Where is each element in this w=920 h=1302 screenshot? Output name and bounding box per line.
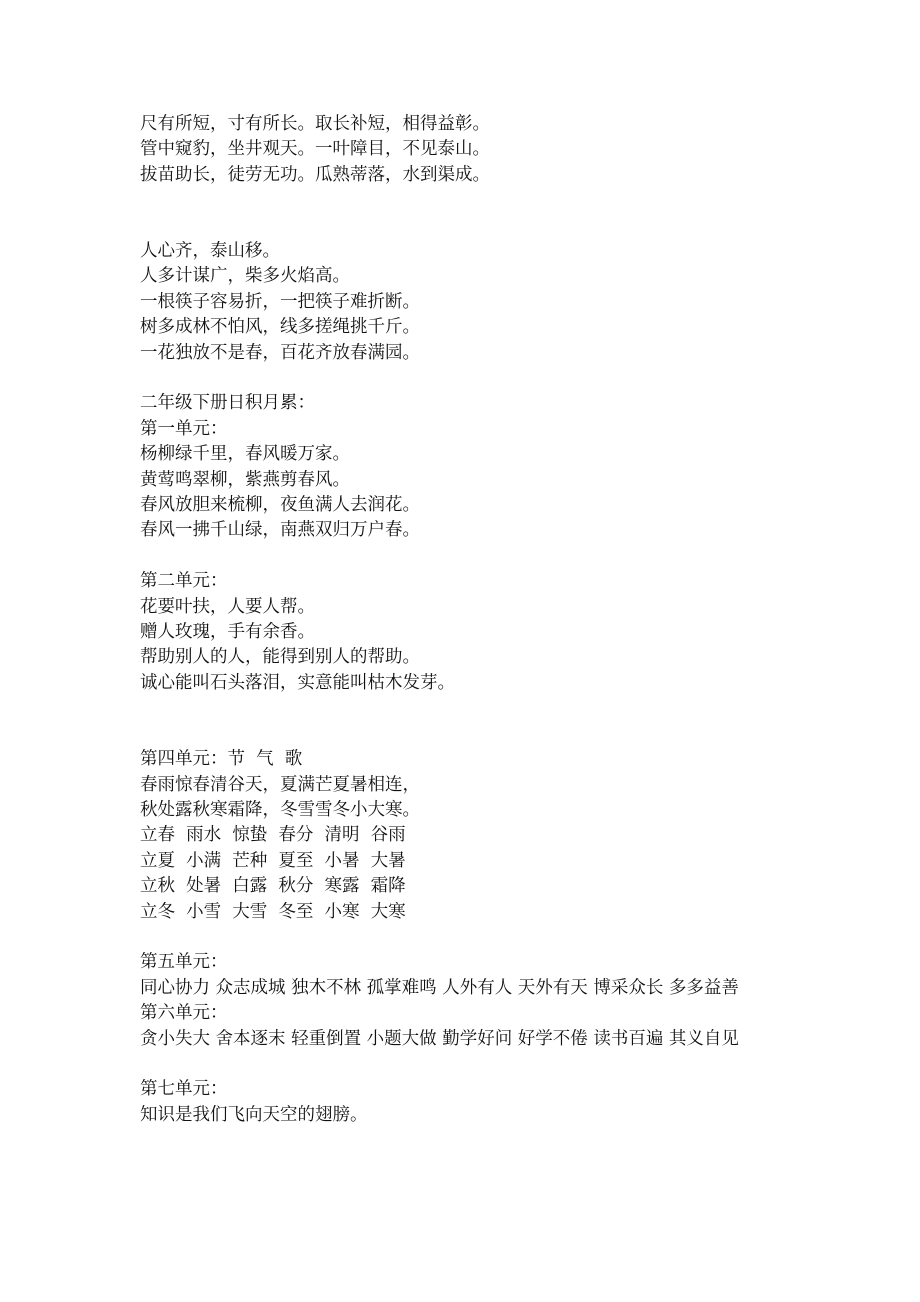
text-line: 拔苗助长，徒劳无功。瓜熟蒂落，水到渠成。 <box>140 164 490 185</box>
text-line: 黄莺鸣翠柳，紫燕剪春风。 <box>140 469 350 490</box>
idiom-list: 同心协力 众志成城 独木不林 孤掌难鸣 人外有人 天外有天 博采众长 多多益善 <box>140 977 739 998</box>
unit-heading: 第六单元： <box>140 1003 228 1024</box>
text-line: 帮助别人的人，能得到别人的帮助。 <box>140 647 420 668</box>
text-line: 花要叶扶，人要人帮。 <box>140 596 315 617</box>
unit-heading: 第一单元： <box>140 418 228 439</box>
grade-title: 二年级下册日积月累： <box>140 393 315 414</box>
solar-terms-row: 立夏 小满 芒种 夏至 小暑 大暑 <box>140 850 406 871</box>
text-line: 春风放胆来梳柳，夜鱼满人去润花。 <box>140 495 420 516</box>
text-line: 一花独放不是春，百花齐放春满园。 <box>140 342 420 363</box>
solar-terms-row: 立春 雨水 惊蛰 春分 清明 谷雨 <box>140 825 406 846</box>
text-line: 秋处露秋寒霜降，冬雪雪冬小大寒。 <box>140 799 420 820</box>
unit-7-section <box>140 1077 800 1128</box>
text-line: 管中窥豹，坐井观天。一叶障目，不见泰山。 <box>140 139 490 160</box>
text-line: 诚心能叫石头落泪，实意能叫枯木发芽。 <box>140 672 455 693</box>
spacer <box>140 925 800 950</box>
text-line: 春风一拂千山绿，南燕双归万户春。 <box>140 520 420 541</box>
spacer <box>140 1052 800 1077</box>
text-line: 树多成林不怕风，线多搓绳挑千斤。 <box>140 317 420 338</box>
text-line: 知识是我们飞向天空的翅膀。 <box>140 1104 368 1125</box>
spacer <box>140 188 800 239</box>
text-line: 杨柳绿千里，春风暖万家。 <box>140 444 350 465</box>
unit-heading: 第四单元：节 气 歌 <box>140 749 303 770</box>
unit-2-section <box>140 569 800 696</box>
unit-4-section <box>140 747 800 925</box>
text-line: 一根筷子容易折，一把筷子难折断。 <box>140 291 420 312</box>
spacer <box>140 696 800 747</box>
unit-6-section <box>140 1001 800 1052</box>
unit-5-section <box>140 950 800 1001</box>
text-line: 人多计谋广，柴多火焰高。 <box>140 266 350 287</box>
idiom-list: 贪小失大 舍本逐末 轻重倒置 小题大做 勤学好问 好学不倦 读书百遍 其义自见 <box>140 1028 739 1049</box>
text-line: 尺有所短，寸有所长。取长补短，相得益彰。 <box>140 114 490 134</box>
spacer <box>140 366 800 391</box>
unit-1-section <box>140 417 800 544</box>
document-page <box>140 112 800 1128</box>
unit-heading: 第七单元： <box>140 1079 228 1100</box>
solar-terms-row: 立秋 处暑 白露 秋分 寒露 霜降 <box>140 876 406 897</box>
idiom-block-1 <box>140 112 800 188</box>
text-line: 赠人玫瑰，手有余香。 <box>140 622 315 643</box>
text-line: 春雨惊春清谷天，夏满芒夏暑相连， <box>140 774 420 795</box>
proverb-block-2 <box>140 239 800 366</box>
spacer <box>140 544 800 569</box>
text-line: 人心齐，泰山移。 <box>140 241 280 262</box>
unit-heading: 第五单元： <box>140 952 228 973</box>
unit-heading: 第二单元： <box>140 571 228 592</box>
solar-terms-row: 立冬 小雪 大雪 冬至 小寒 大寒 <box>140 901 406 922</box>
